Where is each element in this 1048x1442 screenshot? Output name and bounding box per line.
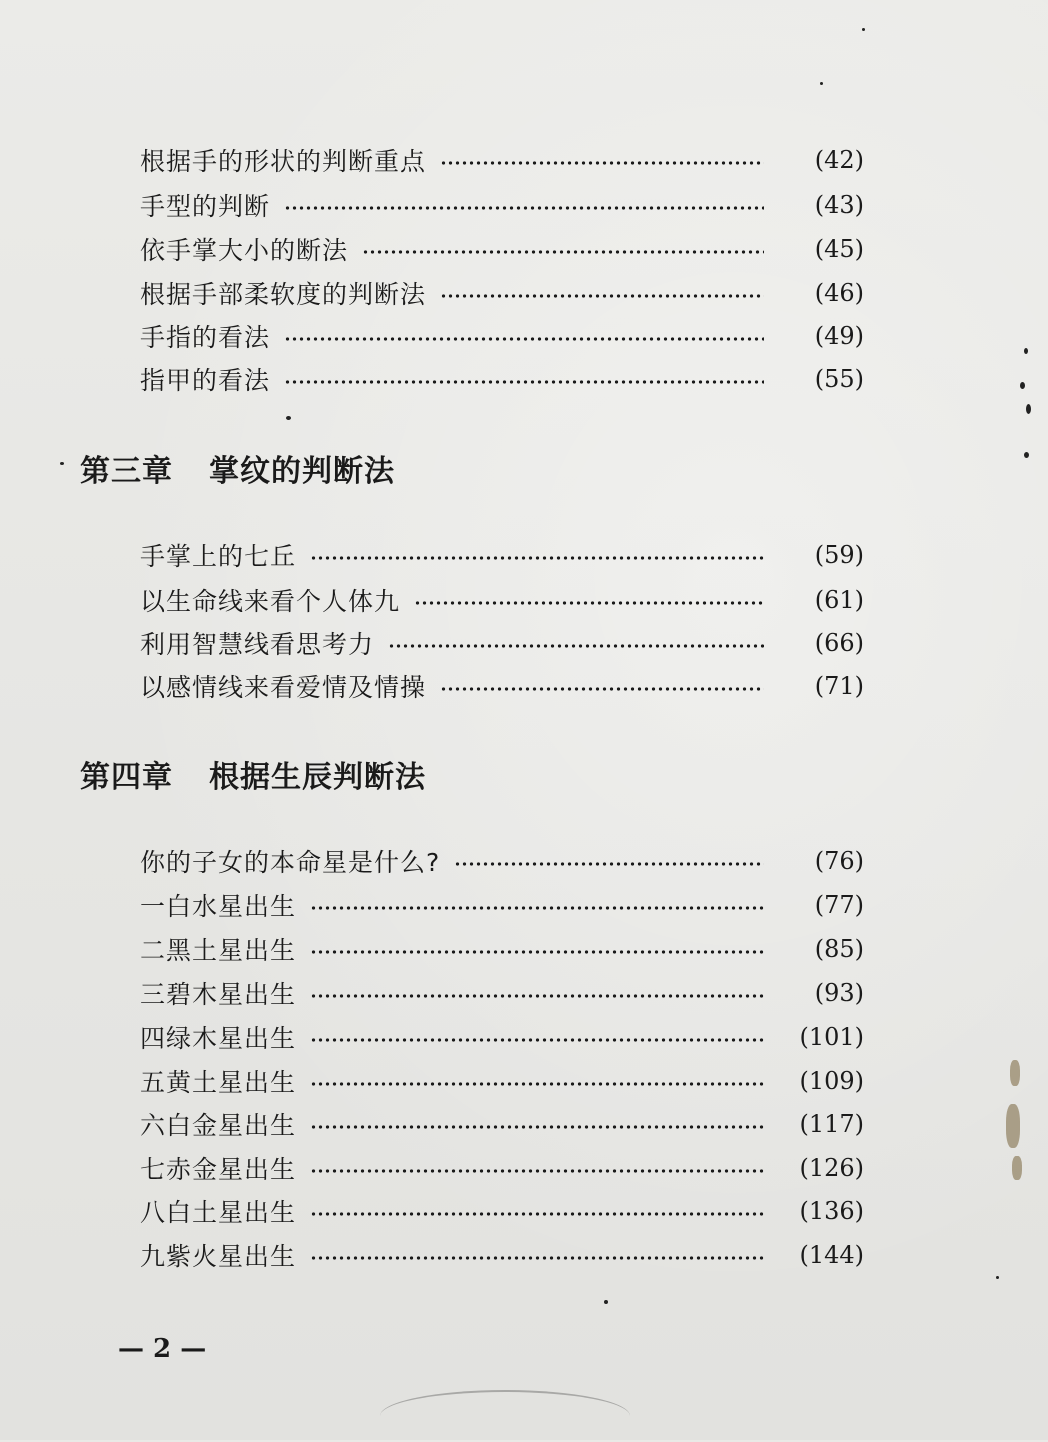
dot-leader <box>414 601 764 605</box>
dot-leader <box>310 1169 764 1173</box>
ink-speck <box>1024 452 1029 458</box>
dot-leader <box>310 1256 764 1260</box>
toc-entry-title: 八白土星出生 <box>140 1198 297 1227</box>
toc-entry-page: (136) <box>799 1197 864 1225</box>
chapter-title: 掌纹的判断法 <box>209 454 395 489</box>
toc-entry-page: (55) <box>814 365 864 393</box>
toc-entry-title: 七赤金星出生 <box>140 1155 297 1184</box>
toc-entry-title: 根据手部柔软度的判断法 <box>140 280 427 309</box>
ink-speck <box>286 416 291 420</box>
toc-entry-page: (109) <box>799 1067 864 1095</box>
toc-entry-page: (85) <box>814 935 864 963</box>
dot-leader <box>284 380 764 384</box>
toc-entry-page: (45) <box>814 235 864 263</box>
dot-leader <box>310 906 764 910</box>
dot-leader <box>310 994 764 998</box>
chapter-number: 第三章 <box>80 454 173 489</box>
toc-entry-title: 手指的看法 <box>140 323 271 352</box>
toc-entry-title: 以生命线来看个人体九 <box>140 587 401 616</box>
dot-leader <box>388 644 764 648</box>
binding-stain <box>1012 1156 1022 1180</box>
ink-speck <box>1020 382 1025 389</box>
paper-crease <box>380 1390 630 1442</box>
toc-entry <box>140 885 864 925</box>
toc-entry-title: 五黄土星出生 <box>140 1068 297 1097</box>
toc-entry <box>140 185 864 225</box>
dot-leader <box>310 950 764 954</box>
ink-speck <box>1024 348 1028 354</box>
binding-stain <box>1010 1060 1020 1086</box>
toc-entry-page: (101) <box>799 1023 864 1051</box>
toc-entry-page: (117) <box>799 1110 864 1138</box>
toc-entry-title: 依手掌大小的断法 <box>140 236 349 265</box>
toc-entry <box>140 535 864 575</box>
toc-entry <box>140 580 864 620</box>
toc-entry-page: (42) <box>814 146 864 174</box>
toc-entry <box>140 1148 864 1188</box>
toc-entry-title: 九紫火星出生 <box>140 1242 297 1271</box>
toc-entry <box>140 359 864 399</box>
toc-entry-page: (59) <box>814 541 864 569</box>
dot-leader <box>310 556 764 560</box>
dot-leader <box>310 1212 764 1216</box>
dot-leader <box>310 1125 764 1129</box>
page-number: — 2 — <box>118 1334 207 1364</box>
toc-entry-page: (46) <box>814 279 864 307</box>
toc-entry-page: (71) <box>814 672 864 700</box>
dot-leader <box>440 161 764 165</box>
toc-entry <box>140 666 864 706</box>
toc-entry-title: 二黑土星出生 <box>140 936 297 965</box>
toc-entry-page: (76) <box>814 847 864 875</box>
toc-entry <box>140 1235 864 1275</box>
toc-entry-page: (93) <box>814 979 864 1007</box>
ink-speck <box>1026 404 1031 414</box>
chapter-heading <box>80 752 426 796</box>
toc-entry-page: (61) <box>814 586 864 614</box>
ink-speck <box>996 1276 999 1279</box>
toc-entry-title: 四绿木星出生 <box>140 1024 297 1053</box>
dot-leader <box>440 687 764 691</box>
toc-entry <box>140 273 864 313</box>
toc-entry-title: 利用智慧线看思考力 <box>140 630 375 659</box>
toc-entry-page: (126) <box>799 1154 864 1182</box>
dot-leader <box>362 250 764 254</box>
chapter-title: 根据生辰判断法 <box>209 760 426 795</box>
toc-entry-page: (49) <box>814 322 864 350</box>
toc-entry <box>140 140 864 180</box>
toc-entry <box>140 1104 864 1144</box>
dot-leader <box>310 1038 764 1042</box>
toc-entry-title: 一白水星出生 <box>140 892 297 921</box>
ink-speck <box>820 82 823 85</box>
toc-entry-page: (66) <box>814 629 864 657</box>
toc-entry-title: 指甲的看法 <box>140 366 271 395</box>
chapter-heading <box>80 446 395 490</box>
dot-leader <box>440 294 764 298</box>
ink-speck <box>862 28 865 31</box>
ink-speck <box>604 1300 608 1304</box>
toc-entry-title: 三碧木星出生 <box>140 980 297 1009</box>
dot-leader <box>284 206 764 210</box>
toc-entry <box>140 1191 864 1231</box>
toc-entry-page: (43) <box>814 191 864 219</box>
binding-stain <box>1006 1104 1020 1148</box>
toc-entry-title: 以感情线来看爱情及情操 <box>140 673 427 702</box>
toc-entry-title: 你的子女的本命星是什么? <box>140 848 441 877</box>
toc-entry-title: 手掌上的七丘 <box>140 542 297 571</box>
dot-leader <box>310 1082 764 1086</box>
toc-entry <box>140 929 864 969</box>
toc-entry-title: 六白金星出生 <box>140 1111 297 1140</box>
toc-entry-title: 根据手的形状的判断重点 <box>140 147 427 176</box>
dot-leader <box>454 862 764 866</box>
toc-entry <box>140 1017 864 1057</box>
ink-speck <box>60 462 64 465</box>
toc-entry-title: 手型的判断 <box>140 192 271 221</box>
toc-entry <box>140 316 864 356</box>
dot-leader <box>284 337 764 341</box>
chapter-number: 第四章 <box>80 760 173 795</box>
toc-entry <box>140 623 864 663</box>
toc-entry <box>140 973 864 1013</box>
toc-entry <box>140 1061 864 1101</box>
toc-entry-page: (144) <box>799 1241 864 1269</box>
toc-entry-page: (77) <box>814 891 864 919</box>
toc-entry <box>140 841 864 881</box>
toc-entry <box>140 229 864 269</box>
